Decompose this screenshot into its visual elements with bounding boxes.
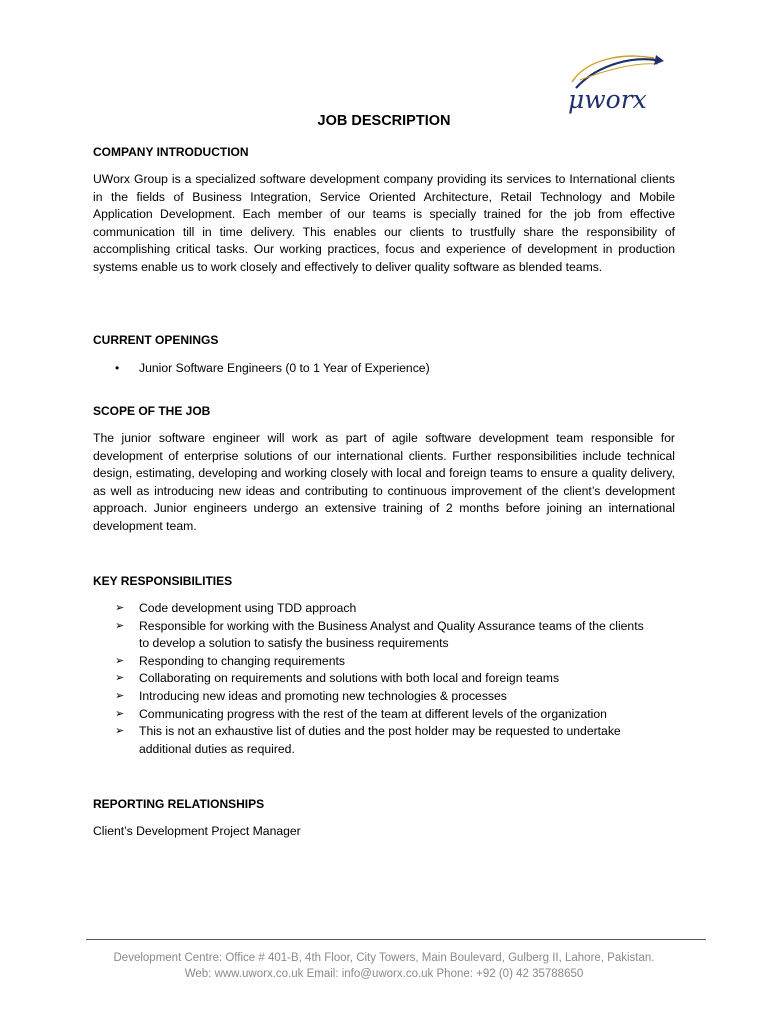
arrow-bullet-icon: ➢ <box>115 725 125 738</box>
list-item <box>93 688 653 706</box>
responsibility-label: Introducing new ideas and promoting new technologies & processes <box>139 688 507 703</box>
bullet-icon: • <box>115 361 120 375</box>
footer-divider <box>86 939 706 940</box>
responsibility-label: Responding to changing requirements <box>139 653 345 668</box>
responsibilities-list <box>93 600 653 758</box>
responsibility-label: Code development using TDD approach <box>139 601 357 615</box>
reporting-text: Client’s Development Project Manager <box>93 824 301 838</box>
responsibility-label: Collaborating on requirements and solutions with both local and foreign teams <box>139 671 560 686</box>
company-logo <box>566 50 670 116</box>
arrow-bullet-icon: ➢ <box>115 689 125 702</box>
reporting-heading: REPORTING RELATIONSHIPS <box>93 797 265 811</box>
arrow-bullet-icon: ➢ <box>115 707 125 720</box>
footer-address: Development Centre: Office # 401-B, 4th Floor, City Towers, Main Boulevard, Gulberg II, Lahore, Pakistan. <box>113 952 655 964</box>
responsibility-label: Communicating progress with the rest of the team at different levels of the organization <box>139 706 607 721</box>
page-title: JOB DESCRIPTION <box>317 113 451 129</box>
list-item <box>93 600 653 618</box>
openings-list <box>93 360 675 378</box>
arrow-bullet-icon: ➢ <box>115 672 125 685</box>
list-item <box>93 653 653 671</box>
list-item <box>93 618 653 653</box>
opening-label: Junior Software Engineers (0 to 1 Year of Experience) <box>139 361 430 375</box>
scope-heading: SCOPE OF THE JOB <box>93 404 211 418</box>
list-item <box>93 670 653 688</box>
company-intro-text: UWorx Group is a specialized software development company providing its services to International clients in the fields of Business Integration, Service Oriented Architecture, Retail Technology and Mobile Application Development. Each member of our teams is specially trained for the job from effective communication till in time delivery. This enables our clients to trustfully share the responsibility of accomplishing critical tasks. Our working practices, focus and experience of development in production systems enable us to work closely and effectively to deliver quality software as blended teams. <box>93 172 675 274</box>
responsibilities-heading: KEY RESPONSIBILITIES <box>93 574 233 588</box>
logo-swoosh-icon <box>566 50 670 116</box>
list-item <box>93 360 675 378</box>
list-item <box>93 706 653 724</box>
logo-text: μworx <box>568 85 647 114</box>
arrow-bullet-icon: ➢ <box>115 654 125 667</box>
footer-contact: Web: www.uworx.co.uk Email: info@uworx.co.uk Phone: +92 (0) 42 35788650 <box>184 968 584 980</box>
company-intro-heading: COMPANY INTRODUCTION <box>93 145 249 159</box>
list-item <box>93 723 653 758</box>
arrow-bullet-icon: ➢ <box>115 602 125 614</box>
responsibility-label: Responsible for working with the Business Analyst and Quality Assurance teams of the clients to develop a solution to satisfy the business requirements <box>139 618 644 651</box>
arrow-bullet-icon: ➢ <box>115 619 125 632</box>
scope-text: The junior software engineer will work as part of agile software development team responsible for development of enterprise solutions of our international clients. Further responsibilities include technical design, estimating, developing and working closely with local and foreign teams to ensure a quality delivery, as well as introducing new ideas and contributing to continuous improvement of the client’s development approach. Junior engineers undergo an extensive training of 2 months before joining an international development team. <box>93 431 675 533</box>
openings-heading: CURRENT OPENINGS <box>93 333 219 347</box>
responsibility-label: This is not an exhaustive list of duties and the post holder may be requested to undertake additional duties as required. <box>139 724 621 756</box>
